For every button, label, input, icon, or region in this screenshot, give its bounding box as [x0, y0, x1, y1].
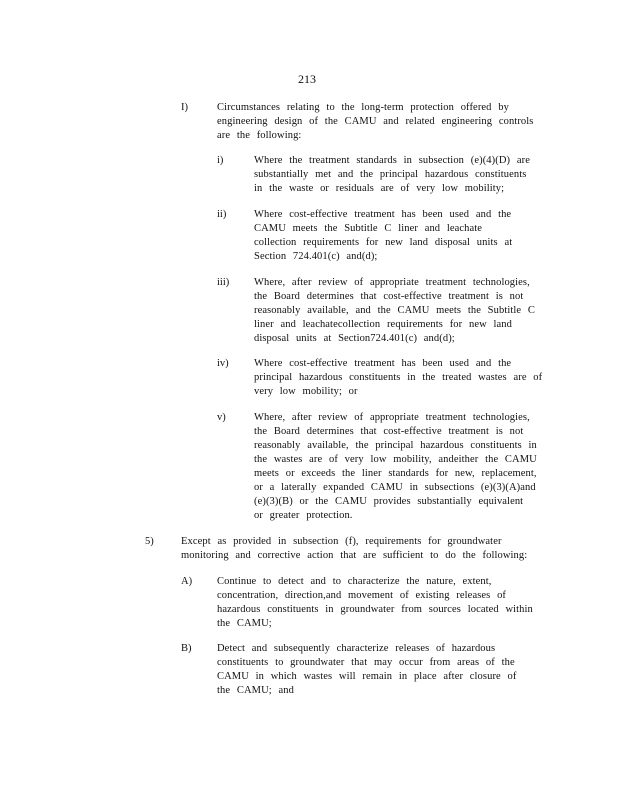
section-text-5: Except as provided in subsection (f), requirements for groundwater monitoring and corrective action that are sufficient to do the following: [181, 536, 528, 561]
item-text-i: Where the treatment standards in subsection (e)(4)(D) are substantially met and the principal hazardous constituents in the waste or residuals are of very low mobility; [254, 155, 530, 194]
item-label-iv: iv) [217, 358, 229, 369]
item-text-v: Where, after review of appropriate treatment technologies, the Board determines that cost-effective treatment is not reasonably available, the principal hazardous constituents in the wastes are of very low mobility, andeither the CAMU meets or exceeds the liner standards for new, replacement, or a laterally expanded CAMU in subsections (e)(3)(A)and (e)(3)(B) or the CAMU provides substantially equivalent or greater protection. [254, 412, 537, 521]
item-text-ii: Where cost-effective treatment has been used and the CAMU meets the Subtitle C liner and leachate collection requirements for new land disposal units at Section 724.401(c) and(d); [254, 209, 513, 262]
section-label-5: 5) [145, 536, 154, 547]
item-label-v: v) [217, 412, 226, 423]
section-label-I: I) [181, 102, 188, 113]
item-label-ii: ii) [217, 209, 227, 220]
item-label-i: i) [217, 155, 224, 166]
item-text-iii: Where, after review of appropriate treatment technologies, the Board determines that cost-effective treatment is not reasonably available, and the CAMU meets the Subtitle C liner and leachatecollection requirements for new land disposal units at Section724.401(c) and(d); [254, 277, 535, 344]
item-text-iv: Where cost-effective treatment has been used and the principal hazardous constituents in the treated wastes are of very low mobility; or [254, 358, 543, 397]
item-label-B: B) [181, 643, 192, 654]
item-text-B: Detect and subsequently characterize releases of hazardous constituents to groundwater that may occur from areas of the CAMU in which wastes will remain in place after closure of the CAMU; and [217, 643, 517, 696]
item-label-iii: iii) [217, 277, 230, 288]
page-number: 213 [298, 72, 316, 86]
section-text-I: Circumstances relating to the long-term protection offered by engineering design of the CAMU and related engineering controls are the following: [217, 102, 534, 141]
item-text-A: Continue to detect and to characterize the nature, extent, concentration, direction,and movement of existing releases of hazardous constituents in groundwater from sources located within the CAMU; [217, 576, 533, 629]
item-label-A: A) [181, 576, 193, 587]
